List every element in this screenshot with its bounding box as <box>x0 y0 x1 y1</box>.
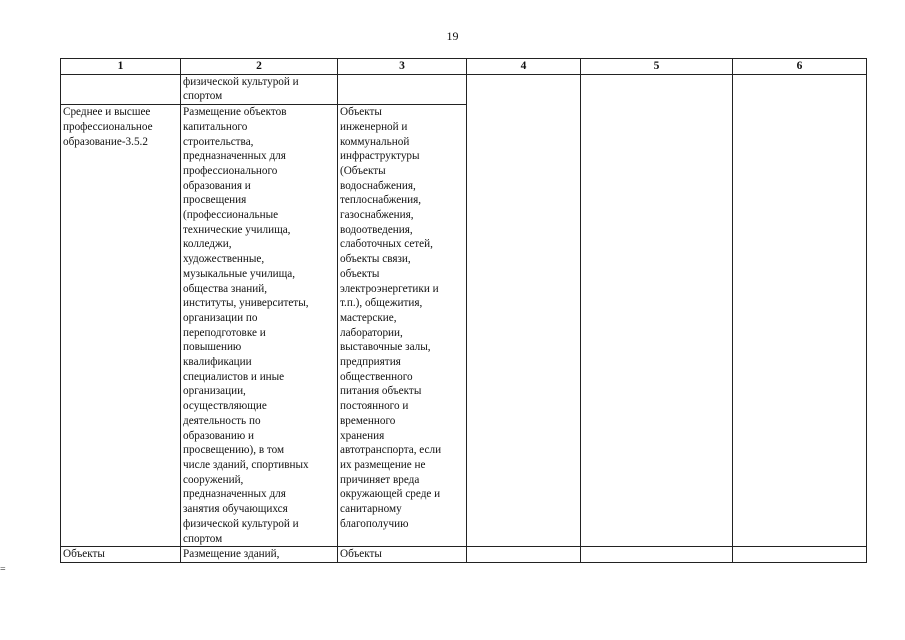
margin-mark: = <box>0 564 6 575</box>
cell-description: Размещение зданий, <box>181 547 338 563</box>
land-use-table <box>60 58 867 563</box>
cell-description: Размещение объектов капитального строительства, предназначенных для профессионального образования и просвещения (профессиональные технические училища, колледжи, художественные, музыкальные училища, общества знаний, институты, университеты, организации по переподготовке и повышению квалификации специалистов и иные организации, осуществляющие деятельность по образованию и просвещению), в том числе зданий, спортивных сооружений, предназначенных для занятия обучающихся физической культурой и спортом <box>181 105 338 547</box>
column-header-5: 5 <box>581 59 733 75</box>
cell-land-use-type <box>61 74 181 104</box>
column-header-4: 4 <box>467 59 581 75</box>
column-header-6: 6 <box>733 59 867 75</box>
cell-land-use-type: Объекты <box>61 547 181 563</box>
column-header-1: 1 <box>61 59 181 75</box>
table-row <box>61 547 867 563</box>
cell-column-6 <box>733 74 867 547</box>
cell-column-6 <box>733 547 867 563</box>
cell-column-5 <box>581 547 733 563</box>
cell-auxiliary-uses: Объекты инженерной и коммунальной инфраструктуры (Объекты водоснабжения, теплоснабжения, газоснабжения, водоотведения, слаботочных сетей, объекты связи, объекты электроэнергетики и т.п.), общежития, мастерские, лаборатории, выставочные залы, предприятия общественного питания объекты постоянного и временного хранения автотранспорта, если их размещение не причиняет вреда окружающей среде и санитарному благополучию <box>338 105 467 547</box>
table-header-row <box>61 59 867 75</box>
cell-description: физической культурой и спортом <box>181 74 338 104</box>
cell-auxiliary-uses: Объекты <box>338 547 467 563</box>
page-number: 19 <box>446 29 459 43</box>
column-header-3: 3 <box>338 59 467 75</box>
cell-column-5 <box>581 74 733 547</box>
cell-column-4 <box>467 547 581 563</box>
table-row <box>61 74 867 104</box>
cell-land-use-type: Среднее и высшее профессиональное образование-3.5.2 <box>61 105 181 547</box>
cell-column-4 <box>467 74 581 547</box>
column-header-2: 2 <box>181 59 338 75</box>
cell-auxiliary-uses <box>338 74 467 104</box>
